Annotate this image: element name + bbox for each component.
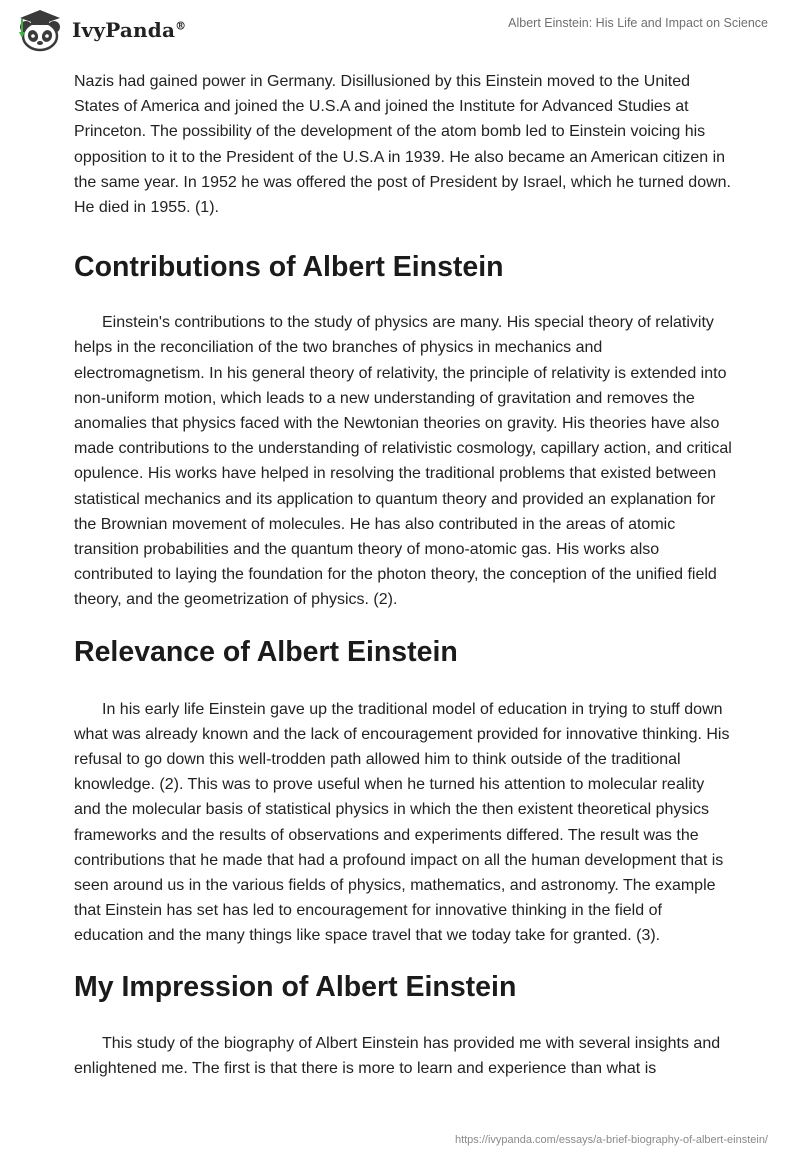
relevance-paragraph: In his early life Einstein gave up the traditional model of education in trying to stuff down what was already known and the lack of encouragement provided for innovative thinking. His refusal to go down this well-trodden path allowed him to think outside of the traditional knowledge. (2). This was to prove useful when he turned his attention to molecular reality and the molecular basis of statistical physics in which the then existent theoretical physics frameworks and the results of observations and experiments differed. The result was the contributions that he made that had a profound impact on all the human development that is seen around us in the various fields of physics, mathematics, and astronomy. The example that Einstein has set has led to encouragement for innovative thinking in the field of education and the many things like space travel that we today take for granted. (3). [74, 700, 730, 945]
panda-graduation-cap-icon [14, 8, 66, 52]
ivypanda-logo[interactable] [14, 8, 186, 52]
essay-body [74, 69, 734, 1081]
document-title: Albert Einstein: His Life and Impact on Science [508, 16, 768, 30]
contributions-paragraph: Einstein's contributions to the study of physics are many. His special theory of relativity helps in the reconciliation of the two branches of physics in mechanics and electromagnetism. In his general theory of relativity, the principle of relativity is extended into non-uniform motion, which leads to a new understanding of gravitation and removes the anomalies that physics faced with the Newtonian theories on gravity. His theories have also made contributions to the understanding of relativistic cosmology, capillary action, and critical opulence. His works have helped in resolving the traditional problems that existed between statistical mechanics and its application to quantum theory and provided an explanation for the Brownian movement of molecules. He has also contributed in the areas of atomic transition probabilities and the quantum theory of mono-atomic gas. His works also contributed to laying the foundation for the photon theory, the conception of the unified field theory, and the geometrization of physics. (2). [74, 314, 732, 609]
section-heading-impression: My Impression of Albert Einstein [74, 970, 517, 1003]
intro-paragraph: Nazis had gained power in Germany. Disillusioned by this Einstein moved to the United States of America and joined the U.S.A and joined the Institute for Advanced Studies at Princeton. The possibility of the development of the atom bomb led to Einstein voicing his opposition to it to the President of the U.S.A in 1939. He also became an American citizen in the same year. In 1952 he was offered the post of President by Israel, which he turned down. He died in 1955. (1). [74, 73, 731, 217]
page-header [0, 0, 800, 70]
logo-wordmark: IvyPanda® [72, 18, 187, 42]
section-heading-relevance: Relevance of Albert Einstein [74, 635, 458, 668]
section-heading-contributions: Contributions of Albert Einstein [74, 251, 504, 284]
impression-paragraph: This study of the biography of Albert Einstein has provided me with several insights and enlightened me. The first is that there is more to learn and experience than what is [74, 1034, 721, 1077]
source-url-link[interactable]: https://ivypanda.com/essays/a-brief-biography-of-albert-einstein/ [454, 1134, 768, 1146]
